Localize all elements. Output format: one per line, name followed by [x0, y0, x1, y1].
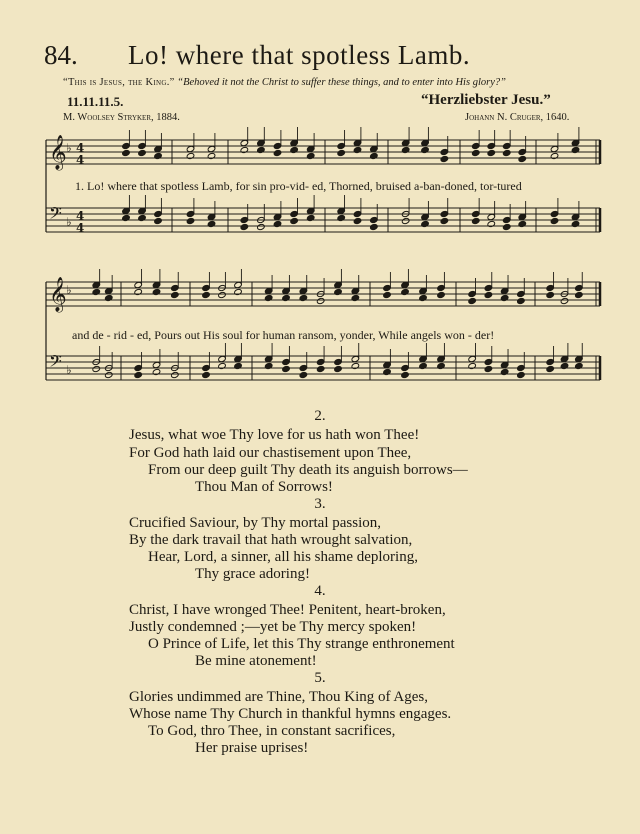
stanza-3-line-1: Crucified Saviour, by Thy mortal passion, — [129, 515, 382, 531]
notehead — [138, 214, 146, 221]
notehead — [370, 223, 378, 230]
bass-clef-icon: 𝄢 — [49, 203, 62, 227]
notehead — [353, 217, 361, 224]
author-credit: M. Woolsey Stryker, 1884. — [63, 112, 180, 123]
flat-icon: ♭ — [66, 141, 72, 155]
notehead — [440, 155, 448, 162]
stanza-3-line-2: By the dark travail that hath wrought salvation, — [129, 532, 413, 548]
notehead — [370, 152, 378, 159]
notehead — [550, 217, 558, 224]
notehead — [487, 149, 495, 156]
notehead — [264, 294, 272, 301]
stanza-3-line-3: Hear, Lord, a sinner, all his shame deploring, — [148, 549, 418, 565]
flat-icon: ♭ — [66, 283, 72, 297]
notehead — [518, 155, 526, 162]
notehead — [290, 146, 298, 153]
composer-credit: Johann N. Cruger, 1640. — [465, 112, 570, 123]
notehead — [257, 146, 265, 153]
notehead — [575, 362, 583, 369]
notehead — [290, 217, 298, 224]
notehead — [383, 291, 391, 298]
notehead — [337, 214, 345, 221]
notehead — [234, 362, 242, 369]
time-signature: 4 — [76, 221, 85, 235]
stanza-3-number: 3. — [314, 496, 326, 512]
notehead — [337, 149, 345, 156]
notehead — [484, 291, 492, 298]
notehead — [264, 362, 272, 369]
stanza-2-number: 2. — [314, 408, 326, 424]
notehead — [207, 152, 215, 159]
stanza-3-line-4: Thy grace adoring! — [195, 566, 310, 582]
notehead — [560, 362, 568, 369]
notehead — [152, 368, 160, 375]
notehead — [518, 220, 526, 227]
notehead — [171, 291, 179, 298]
notehead — [186, 152, 194, 159]
lyrics-line-2: and de - rid - ed, Pours out His soul for human ransom, yonder, While angels won - der! — [72, 328, 495, 342]
notehead — [202, 291, 210, 298]
notehead — [240, 223, 248, 230]
epigraph-verse: “Behoved it not the Christ to suffer these things, and to enter into His glory?” — [177, 77, 506, 88]
notehead — [560, 297, 568, 304]
treble-clef-icon: 𝄞 — [49, 135, 67, 170]
stanza-4-number: 4. — [314, 583, 326, 599]
notehead — [218, 362, 226, 369]
notehead — [546, 365, 554, 372]
stanza-5-line-4: Her praise uprises! — [195, 740, 309, 756]
stanza-2-line-2: For God hath laid our chastisement upon Thee, — [129, 445, 412, 461]
notehead — [500, 368, 508, 375]
notehead — [550, 152, 558, 159]
notehead — [472, 149, 480, 156]
flat-icon: ♭ — [66, 215, 72, 229]
notehead — [401, 217, 409, 224]
notehead — [306, 152, 314, 159]
notehead — [299, 371, 307, 378]
notehead — [218, 291, 226, 298]
stanza-5-line-1: Glories undimmed are Thine, Thou King of Ages, — [129, 689, 428, 705]
stanza-4-line-4: Be mine atonement! — [195, 653, 317, 669]
notehead — [240, 146, 248, 153]
notehead — [186, 217, 194, 224]
notehead — [306, 214, 314, 221]
notehead — [334, 365, 342, 372]
notehead — [202, 371, 210, 378]
notehead — [503, 149, 511, 156]
notehead — [92, 288, 100, 295]
notehead — [421, 220, 429, 227]
notehead — [468, 362, 476, 369]
notehead — [334, 288, 342, 295]
notehead — [134, 288, 142, 295]
notehead — [500, 294, 508, 301]
stanza-4-line-2: Justly condemned ;—yet be Thy mercy spoken! — [129, 619, 417, 635]
notehead — [316, 365, 324, 372]
notehead — [437, 362, 445, 369]
notehead — [152, 288, 160, 295]
time-signature: 4 — [76, 153, 85, 167]
epigraph-quote: “This is Jesus, the King.” — [63, 77, 175, 88]
stanza-2-line-4: Thou Man of Sorrows! — [195, 479, 333, 495]
time-signature: 4 — [76, 209, 85, 223]
flat-icon: ♭ — [66, 363, 72, 377]
notehead — [419, 362, 427, 369]
stanza-4-line-3: O Prince of Life, let this Thy strange enthronement — [148, 636, 455, 652]
notehead — [154, 152, 162, 159]
notehead — [351, 294, 359, 301]
lyrics-line-1: 1. Lo! where that spotless Lamb, for sin pro-vid- ed, Thorned, bruised a-ban-doned, tor-tured — [75, 179, 522, 193]
stanza-4-line-1: Christ, I have wronged Thee! Penitent, heart-broken, — [129, 602, 446, 618]
notehead — [207, 220, 215, 227]
notehead — [351, 362, 359, 369]
hymn-number: 84. — [44, 40, 78, 70]
bass-clef-icon: 𝄢 — [49, 351, 62, 375]
notehead — [234, 288, 242, 295]
notehead — [122, 214, 130, 221]
notehead — [401, 146, 409, 153]
notehead — [282, 294, 290, 301]
notehead — [383, 368, 391, 375]
notehead — [134, 371, 142, 378]
stanza-2-line-1: Jesus, what woe Thy love for us hath won Thee! — [129, 427, 420, 443]
meter: 11.11.11.5. — [67, 94, 124, 109]
notehead — [571, 220, 579, 227]
stanza-2-line-3: From our deep guilt Thy death its anguish borrows— — [148, 462, 468, 478]
notehead — [421, 146, 429, 153]
notehead — [517, 371, 525, 378]
notehead — [257, 223, 265, 230]
notehead — [517, 297, 525, 304]
notehead — [171, 371, 179, 378]
stanza-5-line-2: Whose name Thy Church in thankful hymns engages. — [129, 706, 452, 722]
tune-name: “Herzliebster Jesu.” — [421, 92, 551, 108]
notehead — [472, 217, 480, 224]
notehead — [122, 149, 130, 156]
notehead — [105, 294, 113, 301]
notehead — [299, 294, 307, 301]
notehead — [419, 294, 427, 301]
notehead — [282, 365, 290, 372]
notehead — [484, 365, 492, 372]
notehead — [273, 220, 281, 227]
notehead — [503, 223, 511, 230]
notehead — [401, 288, 409, 295]
notehead — [575, 291, 583, 298]
notehead — [92, 365, 100, 372]
notehead — [401, 371, 409, 378]
notehead — [154, 217, 162, 224]
hymn-title: Lo! where that spotless Lamb. — [128, 40, 471, 70]
notehead — [316, 297, 324, 304]
notehead — [546, 291, 554, 298]
notehead — [468, 297, 476, 304]
notehead — [571, 146, 579, 153]
treble-clef-icon: 𝄞 — [49, 277, 67, 312]
notehead — [273, 149, 281, 156]
notehead — [440, 217, 448, 224]
notehead — [353, 146, 361, 153]
stanza-5-line-3: To God, thro Thee, in constant sacrifices, — [148, 723, 396, 739]
notehead — [487, 220, 495, 227]
notehead — [437, 291, 445, 298]
notehead — [105, 371, 113, 378]
time-signature: 4 — [76, 141, 85, 155]
notehead — [138, 149, 146, 156]
stanza-5-number: 5. — [314, 670, 326, 686]
